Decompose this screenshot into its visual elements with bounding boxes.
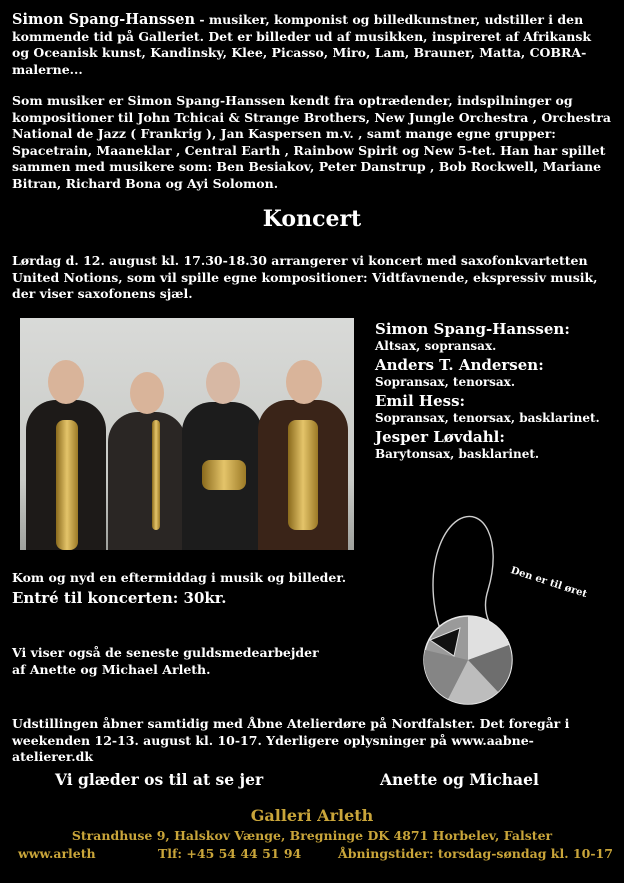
musician-item: [375, 392, 620, 426]
concert-title: Koncert: [262, 206, 362, 232]
artist-name: Simon Spang-Hanssen: [12, 11, 196, 28]
musician-figure: [26, 350, 106, 550]
gallery-name: Galleri Arleth: [250, 806, 374, 825]
musician-name: Simon Spang-Hanssen:: [375, 320, 570, 338]
musician-item: [375, 428, 620, 462]
concert-text: Lørdag d. 12. august kl. 17.30-18.30 arrangerer vi koncert med saxofonkvartetten United Notions, som vil spille egne kompositioner: Vidtfavnende, ekspressiv musik, der viser saxofonens sjæl.: [12, 253, 598, 301]
closing-signature: Anette og Michael: [380, 770, 539, 789]
intro-text: - musiker, komponist og billedkunstner, udstiller i den kommende tid på Galleriet. Det er billeder ud af musikken, inspireret af Afrikansk og Oceanisk kunst, Kandinsky, Klee, Picasso, Miro, Lam, Brauner, Matta, COBRA-malerne...: [12, 12, 592, 77]
pendant-caption: Den er til øret: [509, 565, 589, 601]
musician-figure: [258, 350, 348, 550]
intro-paragraph: [12, 12, 612, 78]
opening-hours: Åbningstider: torsdag-søndag kl. 10-17: [338, 846, 613, 861]
musician-instruments: Altsax, sopransax.: [375, 339, 497, 353]
quartet-photo: [20, 318, 354, 550]
musicians-list: [375, 320, 620, 464]
opening-text: Udstillingen åbner samtidig med Åbne Atelierdøre på Nordfalster. Det foregår i weekenden 12-13. august kl. 10-17. Yderligere oplysninger på www.aabne-atelierer.dk: [12, 716, 570, 764]
invite-line: Kom og nyd en eftermiddag i musik og billeder.: [12, 570, 347, 585]
gallery-phone: Tlf: +45 54 44 51 94: [158, 846, 302, 861]
closing-greeting: Vi glæder os til at se jer: [55, 770, 264, 789]
musician-name: Anders T. Andersen:: [375, 356, 544, 374]
musician-instruments: Barytonsax, basklarinet.: [375, 447, 540, 461]
musician-figure: [108, 360, 186, 550]
gallery-address: Strandhuse 9, Halskov Vænge, Bregninge DK 4871 Horbelev, Falster: [71, 828, 553, 843]
musician-name: Emil Hess:: [375, 392, 466, 410]
musician-item: [375, 356, 620, 390]
entry-price: Entré til koncerten: 30kr.: [12, 589, 227, 607]
goldsmith-line-1: Vi viser også de seneste guldsmedearbejder: [12, 645, 319, 660]
musician-name: Jesper Løvdahl:: [375, 428, 505, 446]
pendant-illustration: [408, 500, 608, 715]
goldsmith-line-2: af Anette og Michael Arleth.: [12, 662, 211, 677]
musician-instruments: Sopransax, tenorsax.: [375, 375, 516, 389]
musician-instruments: Sopransax, tenorsax, basklarinet.: [375, 411, 600, 425]
bio-paragraph: Som musiker er Simon Spang-Hanssen kendt fra optrædender, indspilninger og kompositioner til John Tchicai & Strange Brothers, New Jungle Orchestra , Orchestra National de Jazz ( Frankrig ), Jan Kaspersen m.v. , samt mange egne grupper: Spacetrain, Maaneklar , Central Earth , Rainbow Spirit og New 5-tet. Han har spillet sammen med musikere som: Ben Besiakov, Peter Danstrup , Bob Rockwell, Mariane Bitran, Richard Bona og Ayi Solomon.: [12, 93, 612, 191]
gallery-website[interactable]: www.arleth: [18, 846, 96, 861]
musician-item: [375, 320, 620, 354]
musician-figure: [182, 350, 262, 550]
